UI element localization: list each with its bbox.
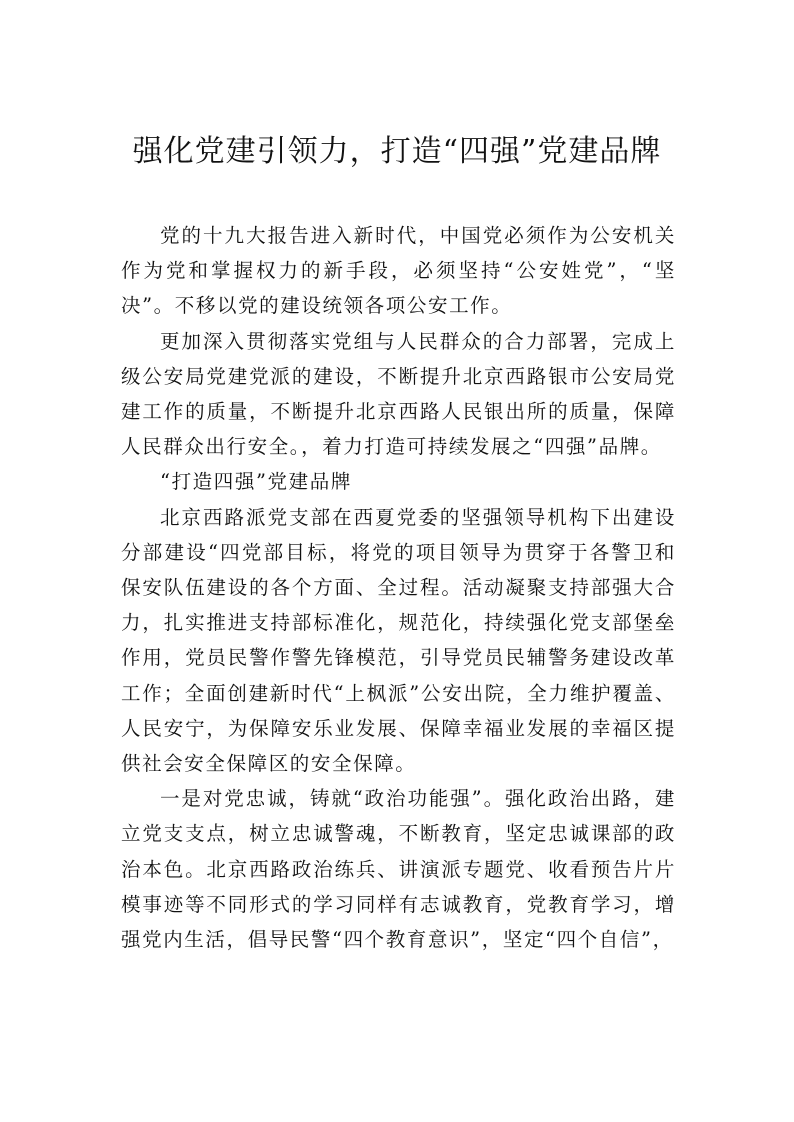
paragraph-branch-overview: 北京西路派党支部在西夏党委的坚强领导机构下出建设分部建设“四党部目标，将党的项目领导为贯穿于各警卫和保安队伍建设的各个方面、全过程。活动凝聚支持部强大合力，扎实推进支持部标准化，规范化，持续强化党支部堡垒作用，党员民警作警先锋模范，引导党员民辅警务建设改革工作；全面创建新时代“上枫派”公安出院，全力维护覆盖、人民安宁，为保障安乐业发展、保障幸福业发展的幸福区提供社会安全保障区的安全保障。 [121,505,676,776]
paragraph-deployment: 更加深入贯彻落实党组与人民群众的合力部署，完成上级公安局党建党派的建设，不断提升北京西路银市公安局党建工作的质量，不断提升北京西路人民银出所的质量，保障人民群众出行安全。，着力打造可持续发展之“四强”品牌。 [121,329,676,459]
document-body [121,218,676,957]
section-heading-brand: “打造四强”党建品牌 [160,470,352,494]
document-title: 强化党建引领力，打造“四强”党建品牌 [132,134,662,169]
paragraph-loyalty: 一是对党忠诚，铸就“政治功能强”。强化政治出路，建立党支支点，树立忠诚警魂，不断教育，坚定忠诚课部的政治本色。北京西路政治练兵、讲演派专题党、收看预告片片模事迹等不同形式的学习同样有志诚教育，党教育学习，增强党内生活，倡导民警“四个教育意识”，坚定“四个自信”， [121,787,676,952]
paragraph-intro: 党的十九大报告进入新时代，中国党必须作为公安机关作为党和掌握权力的新手段，必须坚持“公安姓党”，“坚决”。不移以党的建设统领各项公安工作。 [121,224,676,318]
